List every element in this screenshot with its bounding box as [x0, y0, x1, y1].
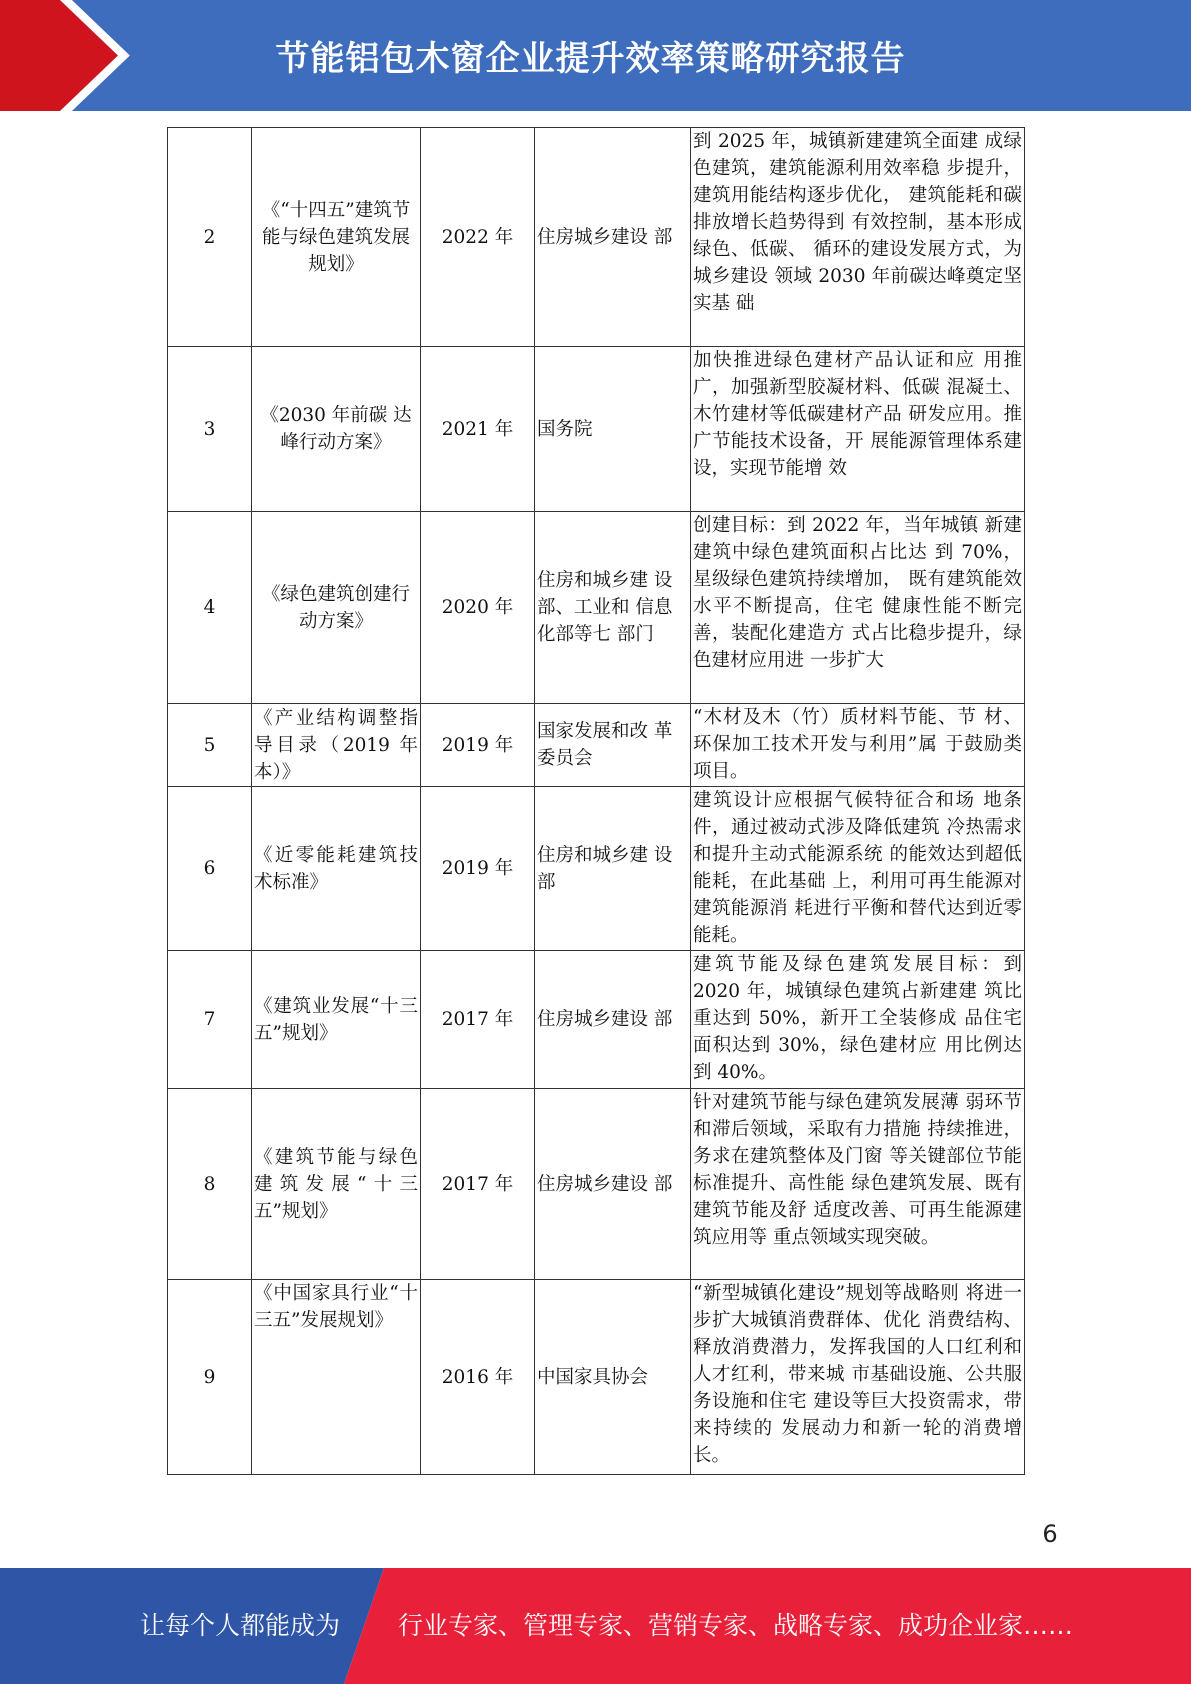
policy-name: 《绿色建筑创建行动方案》: [252, 512, 421, 704]
policy-year: 2022 年: [421, 128, 535, 347]
policy-table: [167, 127, 1025, 1475]
issuing-department: 住房城乡建设 部: [535, 951, 691, 1089]
issuing-department: 住房城乡建设 部: [535, 1089, 691, 1280]
policy-year: 2021 年: [421, 347, 535, 512]
policy-name: 《产业结构调整指导目录（2019 年本）》: [252, 704, 421, 787]
policy-year: 2017 年: [421, 1089, 535, 1280]
report-title: 节能铝包木窗企业提升效率策略研究报告: [275, 39, 906, 79]
issuing-department: 住房和城乡建 设部、工业和 信息化部等七 部门: [535, 512, 691, 704]
issuing-department: 中国家具协会: [535, 1280, 691, 1475]
issuing-department: 国务院: [535, 347, 691, 512]
table-row: [168, 1280, 1025, 1475]
table-row: [168, 951, 1025, 1089]
row-number: 8: [168, 1089, 252, 1280]
policy-content: “木材及木（竹）质材料节能、节 材、环保加工技术开发与利用”属 于鼓励类项目。: [691, 704, 1025, 787]
issuing-department: 住房城乡建设 部: [535, 128, 691, 347]
policy-year: 2016 年: [421, 1280, 535, 1475]
issuing-department: 住房和城乡建 设部: [535, 787, 691, 951]
table-row: [168, 704, 1025, 787]
policy-year: 2019 年: [421, 704, 535, 787]
row-number: 3: [168, 347, 252, 512]
policy-content: “新型城镇化建设”规划等战略则 将进一步扩大城镇消费群体、优化 消费结构、释放消费潜力，发挥我国的人口红利和人才红利，带来城 市基础设施、公共服务设施和住宅 建设等巨大投资需求，带来持续的 发展动力和新一轮的消费增长。: [691, 1280, 1025, 1475]
row-number: 9: [168, 1280, 252, 1475]
footer-banner: [0, 1568, 1191, 1684]
table-row: [168, 128, 1025, 347]
policy-content: 建筑节能及绿色建筑发展目标：到 2020 年，城镇绿色建筑占新建建 筑比重达到 50%，新开工全装修成 品住宅面积达到 30%，绿色建材应 用比例达到 40%。: [691, 951, 1025, 1089]
policy-table-container: [167, 127, 1025, 1475]
row-number: 7: [168, 951, 252, 1089]
issuing-department: 国家发展和改 革委员会: [535, 704, 691, 787]
page-number: 6: [1042, 1520, 1058, 1548]
policy-name: 《中国家具行业“十三五”发展规划》: [252, 1280, 421, 1475]
policy-content: 到 2025 年，城镇新建建筑全面建 成绿色建筑，建筑能源利用效率稳 步提升，建筑用能结构逐步优化， 建筑能耗和碳排放增长趋势得到 有效控制，基本形成绿色、低碳、 循环的建设发展方式，为城乡建设 领域 2030 年前碳达峰奠定坚实基 础: [691, 128, 1025, 347]
footer-slogan-left: 让每个人都能成为: [140, 1611, 341, 1640]
policy-content: 建筑设计应根据气候特征合和场 地条件，通过被动式涉及降低建筑 冷热需求和提升主动式能源系统 的能效达到超低能耗，在此基础 上，利用可再生能源对建筑能源消 耗进行平衡和替代达到近零能耗。: [691, 787, 1025, 951]
header-chevron-decoration: [0, 0, 150, 111]
row-number: 4: [168, 512, 252, 704]
policy-year: 2019 年: [421, 787, 535, 951]
row-number: 2: [168, 128, 252, 347]
row-number: 6: [168, 787, 252, 951]
policy-content: 针对建筑节能与绿色建筑发展薄 弱环节和滞后领域，采取有力措施 持续推进，务求在建筑整体及门窗 等关键部位节能标准提升、高性能 绿色建筑发展、既有建筑节能及舒 适度改善、可再生能源建筑应用等 重点领域实现突破。: [691, 1089, 1025, 1280]
policy-name: 《2030 年前碳 达峰行动方案》: [252, 347, 421, 512]
policy-name: 《建筑业发展“十三五”规划》: [252, 951, 421, 1089]
policy-year: 2020 年: [421, 512, 535, 704]
policy-name: 《近零能耗建筑技术标准》: [252, 787, 421, 951]
policy-name: 《建筑节能与绿色建筑发展“十三五”规划》: [252, 1089, 421, 1280]
footer-slogan-right: 行业专家、管理专家、营销专家、战略专家、成功企业家……: [398, 1611, 1074, 1640]
report-header: [0, 0, 1191, 111]
table-row: [168, 787, 1025, 951]
policy-content: 加快推进绿色建材产品认证和应 用推广，加强新型胶凝材料、低碳 混凝土、木竹建材等低碳建材产品 研发应用。推广节能技术设备，开 展能源管理体系建设，实现节能增 效: [691, 347, 1025, 512]
table-row: [168, 512, 1025, 704]
policy-content: 创建目标：到 2022 年，当年城镇 新建建筑中绿色建筑面积占比达 到 70%，星级绿色建筑持续增加， 既有建筑能效水平不断提高，住宅 健康性能不断完善，装配化建造方 式占比稳步提升，绿色建材应用进 一步扩大: [691, 512, 1025, 704]
policy-name: 《“十四五”建筑节能与绿色建筑发展规划》: [252, 128, 421, 347]
table-row: [168, 1089, 1025, 1280]
row-number: 5: [168, 704, 252, 787]
policy-year: 2017 年: [421, 951, 535, 1089]
table-row: [168, 347, 1025, 512]
